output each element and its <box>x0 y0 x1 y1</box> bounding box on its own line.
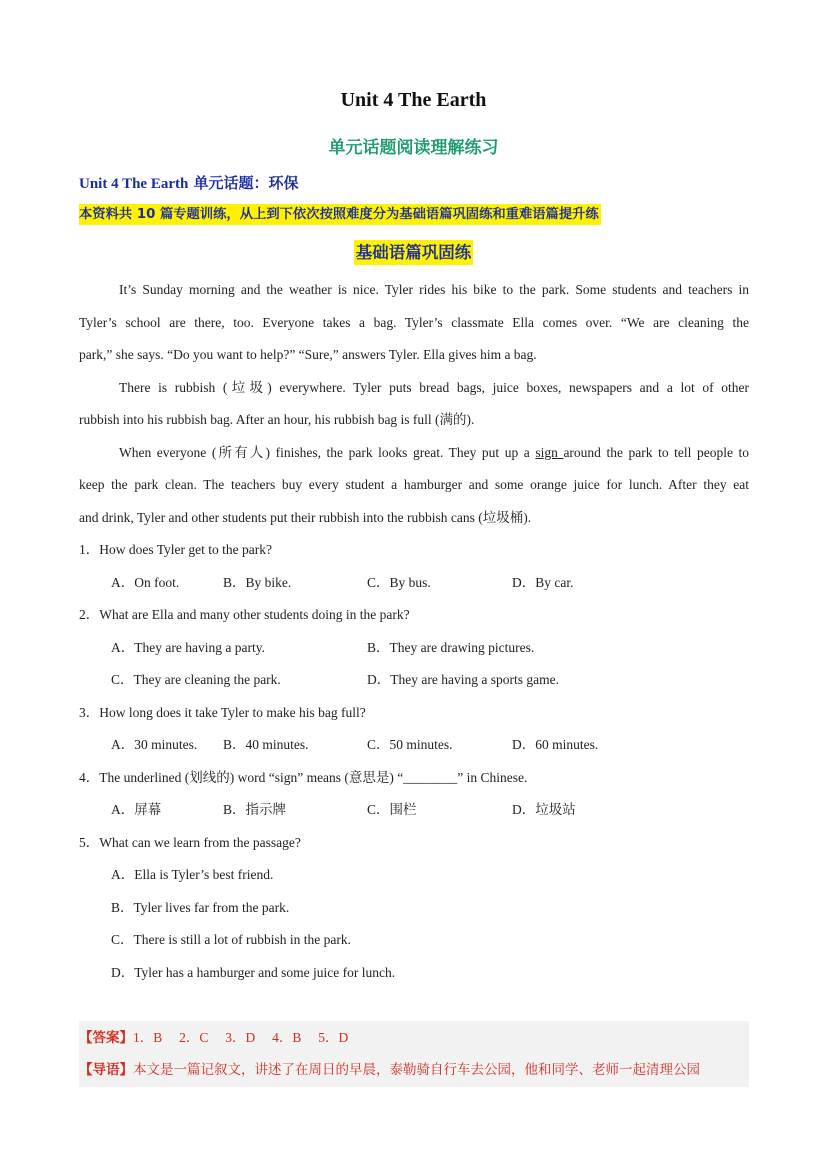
unit-topic <box>79 172 299 193</box>
answer-tag: 【答案】 <box>79 1030 133 1046</box>
question-5-stem: 5．What can we learn from the passage? <box>79 835 301 850</box>
passage-p3-line1 <box>119 443 749 463</box>
question-4-option-c: C．围栏 <box>367 802 417 817</box>
section-heading-label: 基础语篇巩固练 <box>354 240 474 265</box>
passage-p3-line3: and drink, Tyler and other students put their rubbish into the rubbish cans (垃圾桶). <box>79 510 532 525</box>
passage-p2-line2: rubbish into his rubbish bag. After an hour, his rubbish bag is full (满的). <box>79 412 475 427</box>
question-1-option-b: B．By bike. <box>223 575 292 590</box>
passage-p2-line1: There is rubbish (垃圾) everywhere. Tyler puts bread bags, juice boxes, newspapers and a lot of other <box>119 380 749 395</box>
passage-p3-line1-a: When everyone (所有人) finishes, the park looks great. They put up a <box>119 445 536 460</box>
answer-key <box>79 1028 348 1048</box>
question-2-option-c: C．They are cleaning the park. <box>111 672 281 687</box>
question-5-option-c: C．There is still a lot of rubbish in the park. <box>111 932 351 947</box>
question-2-stem: 2．What are Ella and many other students doing in the park? <box>79 607 410 622</box>
guide-text: 本文是一篇记叙文，讲述了在周日的早晨，泰勒骑自行车去公园，他和同学、老师一起清理公园 <box>133 1062 700 1078</box>
question-1-stem: 1．How does Tyler get to the park? <box>79 542 273 557</box>
passage-p1-line2: Tyler’s school are there, too. Everyone takes a bag. Tyler’s classmate Ella comes over. “We are cleaning the <box>79 315 749 330</box>
document-title: Unit 4 The Earth <box>340 89 487 111</box>
passage-p3-line1-b: around the park to tell people to <box>563 445 749 460</box>
question-3-option-b: B．40 minutes. <box>223 737 309 752</box>
question-4-option-b: B．指示牌 <box>223 802 287 817</box>
question-5-option-a: A．Ella is Tyler’s best friend. <box>111 867 274 882</box>
question-3-option-d: D．60 minutes. <box>512 737 599 752</box>
question-1-option-d: D．By car. <box>512 575 574 590</box>
document-subtitle: 单元话题阅读理解练习 <box>328 138 499 158</box>
underlined-word-sign: sign <box>535 445 564 460</box>
question-4-stem: 4．The underlined (划线的) word “sign” means (意思是) “________” in Chinese. <box>79 770 528 785</box>
question-1-option-a: A．On foot. <box>111 575 180 590</box>
question-1-option-c: C．By bus. <box>367 575 431 590</box>
question-2-option-a: A．They are having a party. <box>111 640 265 655</box>
unit-topic-cn: 单元话题：环保 <box>188 174 299 192</box>
section-heading <box>0 240 827 265</box>
question-4-option-a: A．屏幕 <box>111 802 162 817</box>
question-4-option-d: D．垃圾站 <box>512 802 576 817</box>
question-2-option-d: D．They are having a sports game. <box>367 672 559 687</box>
passage-p3-line2: keep the park clean. The teachers buy every student a hamburger and some orange juice for lunch. After they eat <box>79 477 749 492</box>
question-5-option-d: D．Tyler has a hamburger and some juice for lunch. <box>111 965 396 980</box>
passage-p1-line1: It’s Sunday morning and the weather is nice. Tyler rides his bike to the park. Some students and teachers in <box>119 282 749 297</box>
question-3-option-a: A．30 minutes. <box>111 737 198 752</box>
guide-line <box>79 1060 749 1080</box>
passage-p1-line3: park,” she says. “Do you want to help?” “Sure,” answers Tyler. Ella gives him a bag. <box>79 347 537 362</box>
question-3-stem: 3．How long does it take Tyler to make his bag full? <box>79 705 366 720</box>
guide-tag: 【导语】 <box>79 1062 133 1078</box>
question-3-option-c: C．50 minutes. <box>367 737 453 752</box>
resource-note: 本资料共 10 篇专题训练，从上到下依次按照难度分为基础语篇巩固练和重难语篇提升练 <box>79 204 601 225</box>
answer-values: 1．B 2．C 3．D 4．B 5．D <box>133 1030 349 1045</box>
question-5-option-b: B．Tyler lives far from the park. <box>111 900 290 915</box>
unit-topic-en: Unit 4 The Earth <box>79 176 189 192</box>
question-2-option-b: B．They are drawing pictures. <box>367 640 535 655</box>
